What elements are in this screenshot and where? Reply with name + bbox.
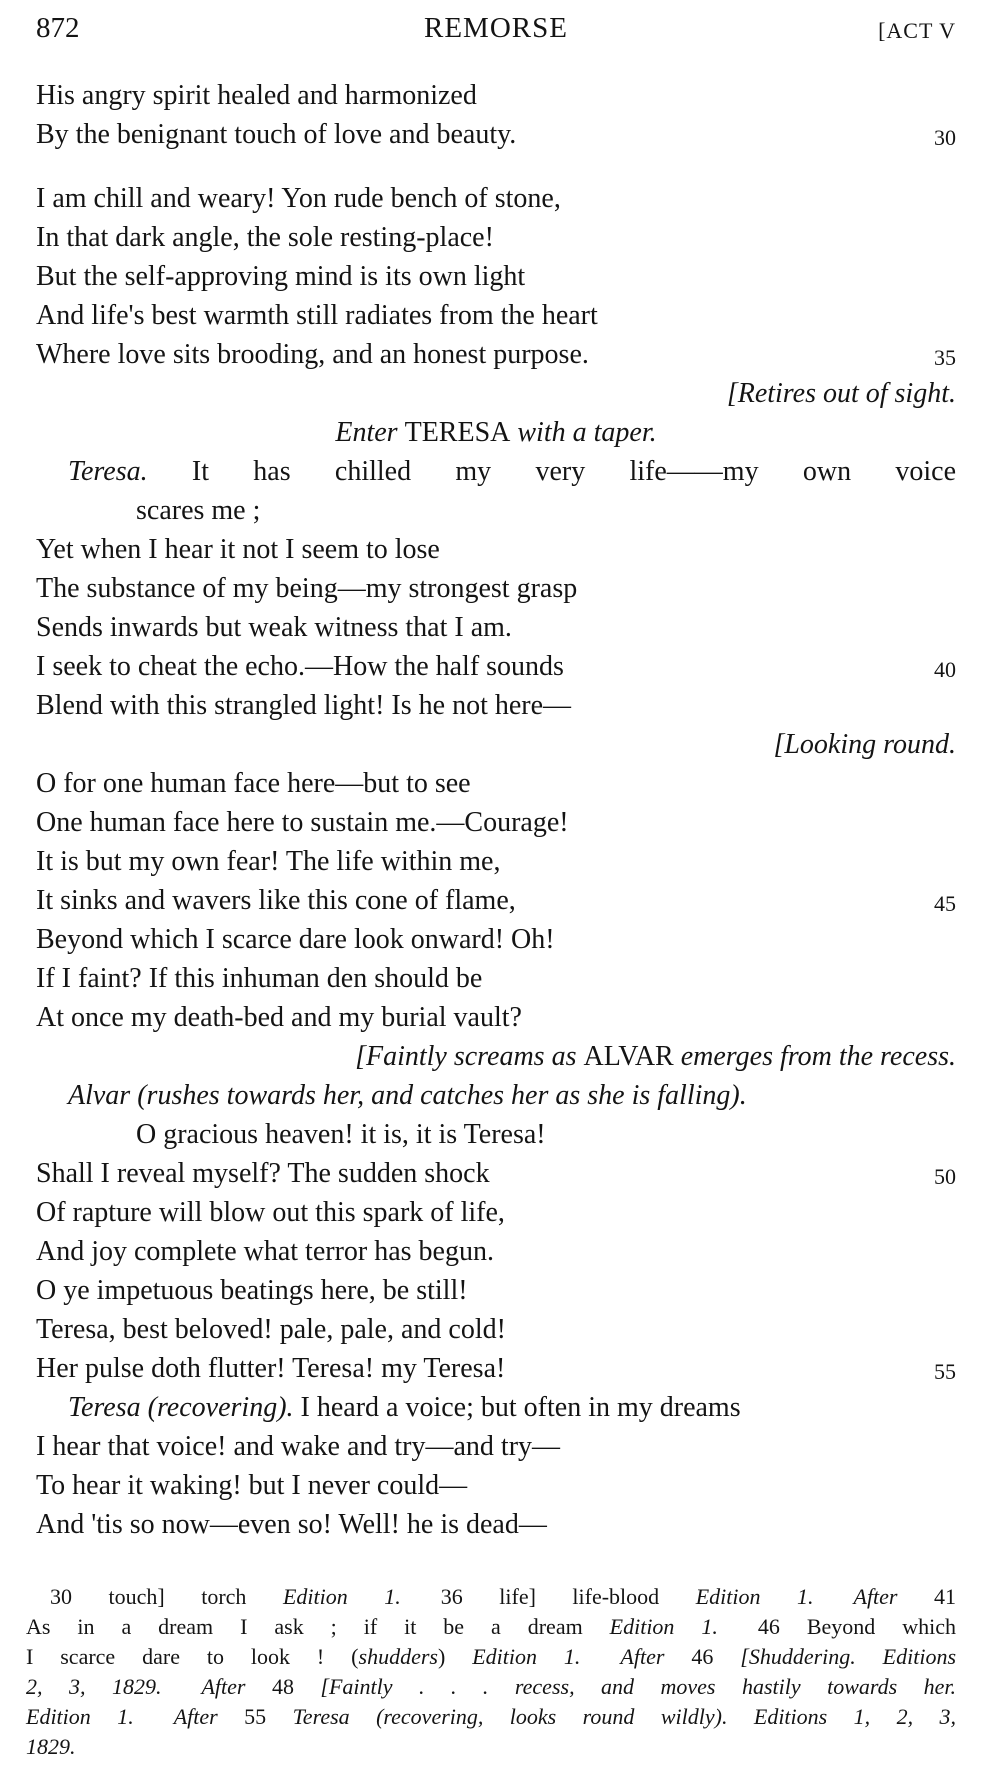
character-name: ALVAR <box>583 1041 674 1072</box>
stage-direction: [Looking round. <box>773 729 956 760</box>
play-text <box>36 76 956 1544</box>
verse-line: Shall I reveal myself? The sudden shock 50 <box>36 1154 956 1193</box>
speech-line: Teresa (recovering). I heard a voice; but often in my dreams <box>68 1392 741 1423</box>
verse-line: And 'tis so now—even so! Well! he is dead— <box>36 1509 547 1540</box>
verse-line: Her pulse doth flutter! Teresa! my Teresa! 55 <box>36 1349 956 1388</box>
verse-line: And life's best warmth still radiates from the heart <box>36 300 598 331</box>
character-name: TERESA <box>404 417 511 448</box>
line-number: 55 <box>934 1359 956 1384</box>
note-line: 1829. <box>26 1734 76 1759</box>
verse-line: Of rapture will blow out this spark of life, <box>36 1197 505 1228</box>
verse-line: Sends inwards but weak witness that I am. <box>36 612 512 643</box>
note-line: As in a dream I ask ; if it be a dream Edition 1. 46 Beyond which <box>26 1614 956 1639</box>
verse-line: I hear that voice! and wake and try—and try— <box>36 1431 561 1462</box>
running-title: REMORSE <box>424 12 568 44</box>
verse-line: Blend with this strangled light! Is he not here— <box>36 690 572 721</box>
verse-line: Teresa, best beloved! pale, pale, and cold! <box>36 1314 506 1345</box>
stage-direction: [Retires out of sight. <box>726 378 956 409</box>
act-marker: [ACT V <box>878 18 956 43</box>
speech-line: Alvar (rushes towards her, and catches her as she is falling). <box>68 1080 747 1111</box>
verse-line: Yet when I hear it not I seem to lose <box>36 534 440 565</box>
verse-line: His angry spirit healed and harmonized <box>36 80 477 111</box>
verse-line: But the self-approving mind is its own light <box>36 261 526 292</box>
stage-direction: [Faintly screams as ALVAR emerges from the recess. <box>355 1041 956 1072</box>
page-number: 872 <box>36 12 80 44</box>
line-number: 50 <box>934 1164 956 1189</box>
verse-line: Where love sits brooding, and an honest purpose. 35 <box>36 335 956 374</box>
stage-direction-entry: Enter TERESA with a taper. <box>335 417 657 448</box>
note-line: 2, 3, 1829. After 48 [Faintly . . . recess, and moves hastily towards her. <box>26 1674 957 1699</box>
line-number: 40 <box>934 657 956 682</box>
verse-line: In that dark angle, the sole resting-place! <box>36 222 494 253</box>
verse-line: O for one human face here—but to see <box>36 768 471 799</box>
verse-line: I am chill and weary! Yon rude bench of stone, <box>36 183 561 214</box>
verse-line: O gracious heaven! it is, it is Teresa! <box>136 1119 546 1150</box>
verse-line: The substance of my being—my strongest grasp <box>36 573 578 604</box>
verse-line: If I faint? If this inhuman den should be <box>36 963 483 994</box>
verse-line: scares me ; <box>136 495 261 526</box>
line-number: 45 <box>934 891 956 916</box>
line-number: 35 <box>934 345 956 370</box>
verse-line: O ye impetuous beatings here, be still! <box>36 1275 468 1306</box>
speaker-name: Teresa. <box>68 456 148 487</box>
speech-line: Teresa. It has chilled my very life——my own voice <box>68 456 957 487</box>
verse-line: By the benignant touch of love and beauty. 30 <box>36 115 956 154</box>
speaker-name: Teresa <box>68 1392 141 1423</box>
verse-line: It sinks and wavers like this cone of flame, 45 <box>36 881 956 920</box>
verse-line: At once my death-bed and my burial vault? <box>36 1002 522 1033</box>
verse-line: One human face here to sustain me.—Courage! <box>36 807 569 838</box>
verse-line: And joy complete what terror has begun. <box>36 1236 494 1267</box>
line-number: 30 <box>934 125 956 150</box>
note-line: 30 touch] torch Edition 1. 36 life] life-blood Edition 1. After 41 <box>50 1584 957 1609</box>
running-header <box>36 6 956 46</box>
textual-notes <box>26 1582 956 1762</box>
verse-line: I seek to cheat the echo.—How the half sounds 40 <box>36 647 956 686</box>
verse-line: Beyond which I scarce dare look onward! Oh! <box>36 924 555 955</box>
verse-line: To hear it waking! but I never could— <box>36 1470 468 1501</box>
verse-line: It is but my own fear! The life within me, <box>36 846 501 877</box>
note-line: I scarce dare to look ! (shudders) Edition 1. After 46 [Shuddering. Editions <box>26 1644 957 1669</box>
note-line: Edition 1. After 55 Teresa (recovering, looks round wildly). Editions 1, 2, 3, <box>26 1704 957 1729</box>
speaker-name: Alvar <box>68 1080 131 1111</box>
